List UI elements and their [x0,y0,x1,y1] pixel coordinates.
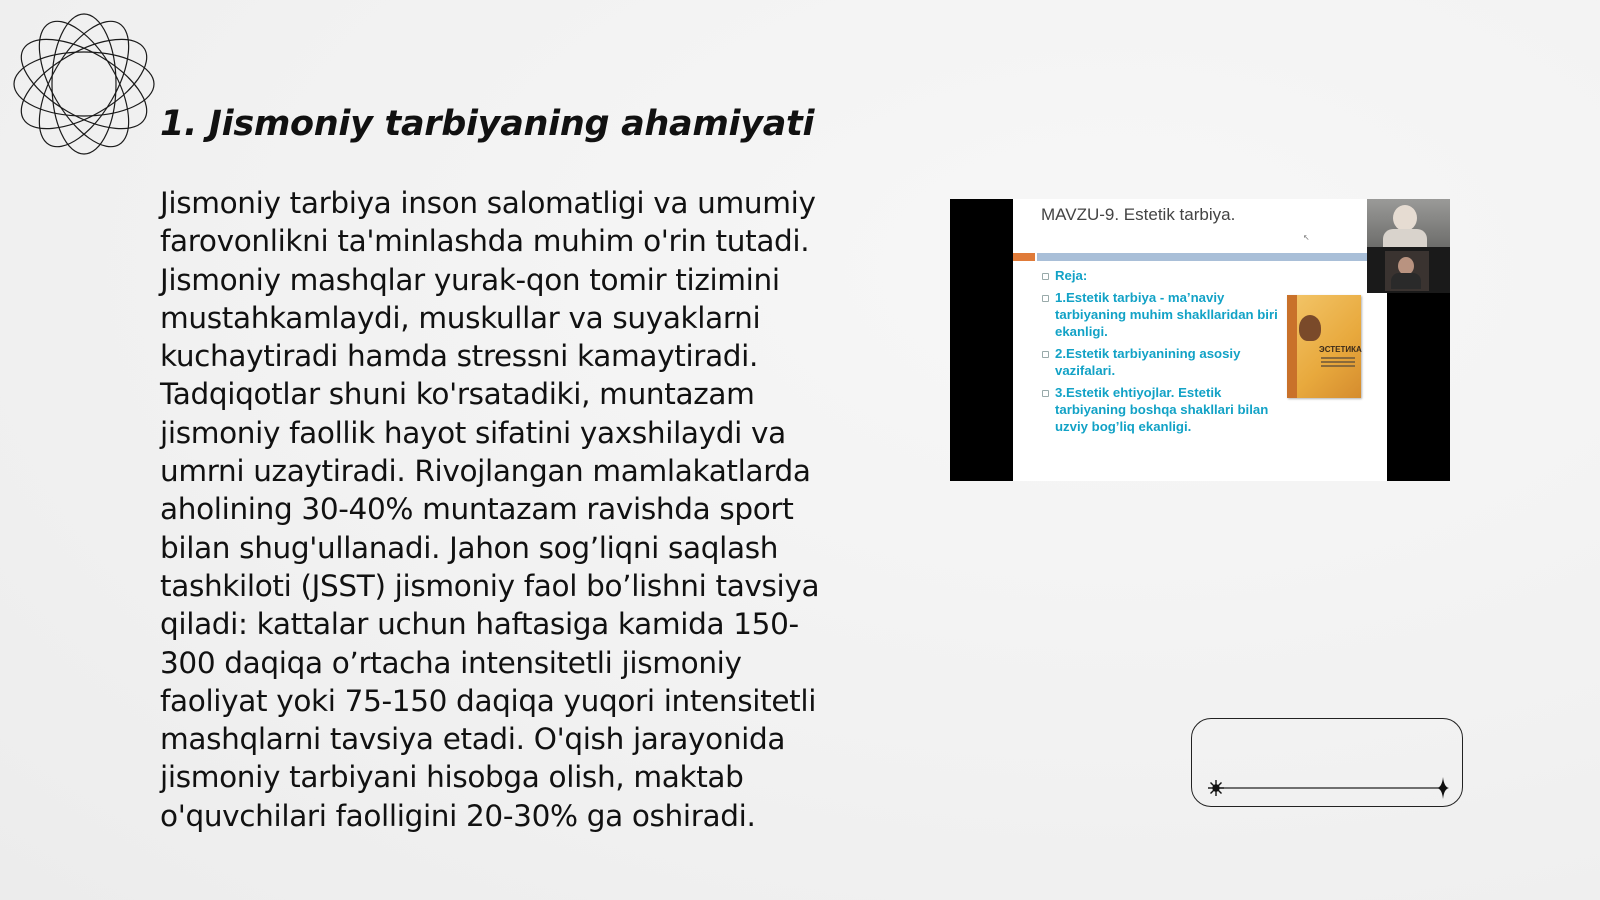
body-line: umrni uzaytiradi. Rivojlangan mamlakatlarda [160,454,811,489]
body-line: jismoniy tarbiyani hisobga olish, maktab [160,760,744,795]
participant-body [1383,229,1427,247]
sunburst-icon [1208,780,1224,796]
book-portrait-icon [1299,315,1321,341]
body-line: kuchaytiradi hamda stressni kamaytiradi. [160,339,759,374]
plan-list [1041,267,1291,440]
plan-item: Reja: [1041,267,1291,284]
plan-item: 1.Estetik tarbiya - ma’naviy tarbiyaning muhim shakllaridan biri ekanligi. [1041,289,1291,340]
body-line: faoliyat yoki 75-150 daqiqa yuqori intensitetli [160,683,817,718]
body-line: mustahkamlaydi, muskullar va suyaklarni [160,300,761,335]
body-line: aholining 30-40% muntazam ravishda sport [160,492,794,527]
book-title: ЭСТЕТИКА [1319,345,1362,354]
participant-head [1393,205,1417,231]
participant-video-2[interactable] [1367,247,1450,293]
body-line: Jismoniy tarbiya inson salomatligi va umumiy [160,186,816,220]
slide-title: 1. Jismoniy tarbiyaning ahamiyati [160,104,815,144]
embedded-video[interactable] [950,199,1450,481]
participant-video-1[interactable] [1367,199,1450,247]
body-line: qiladi: kattalar uchun haftasiga kamida 150- [160,607,799,642]
body-line: bilan shug'ullanadi. Jahon sog’liqni saqlash [160,530,779,565]
navigation-track [1192,719,1464,808]
accent-bar-blue [1037,253,1387,261]
video-slide [1013,199,1387,481]
book-subtitle-lines [1321,357,1355,359]
plan-item: 3.Estetik ehtiyojlar. Estetik tarbiyaning boshqa shakllari bilan uzviy bog’liq ekanligi. [1041,384,1291,435]
body-line: 300 daqiqa o’rtacha intensitetli jismoniy [160,645,742,680]
video-slide-heading: MAVZU-9. Estetik tarbiya. [1041,205,1236,224]
book-cover-image [1287,295,1361,398]
body-line: mashqlarni tavsiya etadi. O'qish jarayonida [160,722,786,757]
mouse-cursor-icon: ↖ [1303,233,1310,242]
body-line: Jismoniy mashqlar yurak-qon tomir tizimini [160,262,780,297]
accent-bar-orange [1013,253,1035,261]
plan-item: 2.Estetik tarbiyanining asosiy vazifalari. [1041,345,1291,379]
body-paragraph [160,184,860,835]
participant-body [1391,273,1421,289]
body-line: Tadqiqotlar shuni ko'rsatadiki, muntazam [160,377,755,412]
body-line: farovonlikni ta'minlashda muhim o'rin tutadi. [160,224,810,259]
sparkle-icon [1437,777,1449,799]
circle-rosette-icon [10,10,158,158]
book-spine [1287,295,1297,398]
body-line: tashkiloti (JSST) jismoniy faol bo’lishni tavsiya [160,568,820,603]
body-line: o'quvchilari faolligini 20-30% ga oshiradi. [160,798,756,833]
body-line: jismoniy faollik hayot sifatini yaxshilaydi va [160,415,786,450]
slide-navigation-widget[interactable] [1191,718,1463,807]
